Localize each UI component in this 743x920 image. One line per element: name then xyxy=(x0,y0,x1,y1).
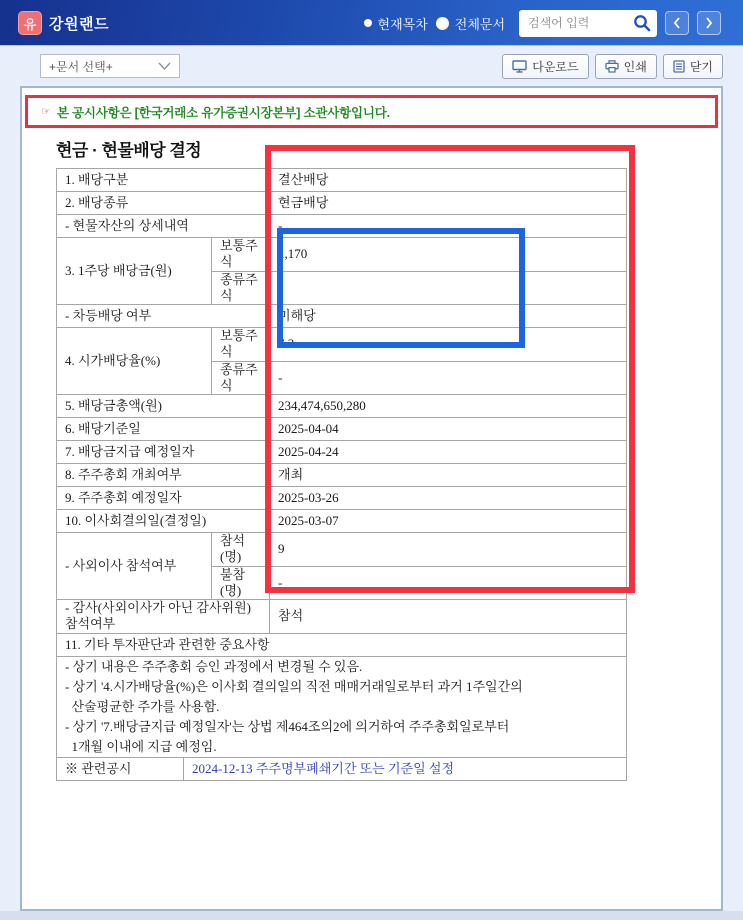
document-select-value: +문서 선택+ xyxy=(49,59,113,74)
document-panel xyxy=(20,86,723,911)
chevron-left-icon xyxy=(673,17,681,29)
row-value: - xyxy=(270,215,627,238)
radio-current-toc-label: 현재목차 xyxy=(377,16,428,32)
table-row xyxy=(57,238,627,272)
chevron-right-icon xyxy=(705,17,713,29)
row-value: 2025-03-07 xyxy=(270,510,627,533)
note-line: - 상기 '7.배당금지급 예정일자'는 상법 제464조의2에 의거하여 주주총회일로부터 xyxy=(65,719,510,734)
table-row xyxy=(57,464,627,487)
radio-current-toc[interactable] xyxy=(364,14,428,33)
row-sublabel: 보통주식 xyxy=(212,238,270,272)
search-icon[interactable] xyxy=(633,14,651,32)
radio-unselected-icon[interactable] xyxy=(436,17,449,30)
row-label: 9. 주주총회 예정일자 xyxy=(57,487,270,510)
row-sublabel: 종류주식 xyxy=(212,271,270,305)
dividend-table xyxy=(56,168,627,634)
toolbar-buttons xyxy=(502,54,723,79)
row-label: 10. 이사회결의일(결정일) xyxy=(57,510,270,533)
etc-header-cell: 11. 기타 투자판단과 관련한 중요사항 xyxy=(57,634,627,657)
search-input[interactable] xyxy=(528,16,633,30)
jurisdiction-notice xyxy=(25,95,718,128)
radio-whole-document[interactable] xyxy=(436,14,505,33)
row-label: 8. 주주총회 개최여부 xyxy=(57,464,270,487)
row-label: 6. 배당기준일 xyxy=(57,418,270,441)
prev-button[interactable] xyxy=(665,11,689,35)
row-label: - 사외이사 참석여부 xyxy=(57,533,212,600)
table-row xyxy=(57,328,627,362)
notes-table xyxy=(56,633,627,781)
row-label: - 차등배당 여부 xyxy=(57,305,270,328)
row-value: 참석 xyxy=(270,600,627,634)
note-line: - 상기 '4.시가배당율(%)은 이사회 결의일의 직전 매매거래일로부터 과거 1주일간의 xyxy=(65,679,523,694)
notes-cell xyxy=(57,657,627,758)
company-name: 강원랜드 xyxy=(49,15,109,33)
row-value: - xyxy=(270,566,627,600)
row-value: 9 xyxy=(270,533,627,567)
row-label: 3. 1주당 배당금(원) xyxy=(57,238,212,305)
toolbar xyxy=(0,46,743,86)
table-row xyxy=(57,418,627,441)
table-row xyxy=(57,600,627,634)
download-button-label: 다운로드 xyxy=(532,59,579,74)
close-button-label: 닫기 xyxy=(689,59,713,74)
row-label: 5. 배당금총액(원) xyxy=(57,395,270,418)
row-value: 결산배당 xyxy=(270,169,627,192)
row-sublabel: 참석(명) xyxy=(212,533,270,567)
row-label: 2. 배당종류 xyxy=(57,192,270,215)
row-label: 7. 배당금지급 예정일자 xyxy=(57,441,270,464)
company-logo: 유 xyxy=(18,11,42,35)
download-button[interactable] xyxy=(502,54,588,79)
row-value: 개최 xyxy=(270,464,627,487)
row-value: 2025-04-04 xyxy=(270,418,627,441)
print-button-label: 인쇄 xyxy=(623,59,647,74)
table-row xyxy=(57,510,627,533)
monitor-icon xyxy=(512,60,527,73)
row-label: - 현물자산의 상세내역 xyxy=(57,215,270,238)
table-row xyxy=(57,305,627,328)
print-button[interactable] xyxy=(595,54,657,79)
row-label: 4. 시가배당율(%) xyxy=(57,328,212,395)
footer-strip xyxy=(0,911,743,920)
row-value: 미해당 xyxy=(270,305,627,328)
table-row xyxy=(57,533,627,567)
note-line: 산술평균한 주가를 사용함. xyxy=(65,699,220,714)
table-row xyxy=(57,215,627,238)
radio-selected-icon[interactable] xyxy=(364,19,372,27)
note-line: - 상기 내용은 주주총회 승인 과정에서 변경될 수 있음. xyxy=(65,659,363,674)
related-disclosure-link[interactable]: 2024-12-13 주주명부폐쇄기간 또는 기준일 설정 xyxy=(192,760,455,776)
row-label: - 감사(사외이사가 아닌 감사위원) 참석여부 xyxy=(57,600,270,634)
row-value: 7.3 xyxy=(270,328,627,362)
row-sublabel: 종류주식 xyxy=(212,361,270,395)
header-controls xyxy=(364,0,721,46)
document-title: 현금 · 현물배당 결정 xyxy=(56,141,202,160)
printer-icon xyxy=(605,60,619,73)
next-button[interactable] xyxy=(697,11,721,35)
radio-whole-document-label: 전체문서 xyxy=(454,16,505,32)
note-line: 1개월 이내에 지급 예정임. xyxy=(65,739,217,754)
document-select-dropdown[interactable] xyxy=(40,54,180,78)
chevron-down-icon xyxy=(158,62,171,70)
row-label: 1. 배당구분 xyxy=(57,169,270,192)
row-value: - xyxy=(270,361,627,395)
row-sublabel: 보통주식 xyxy=(212,328,270,362)
close-button[interactable] xyxy=(663,54,723,79)
row-value: 2025-03-26 xyxy=(270,487,627,510)
related-disclosure-label: ※ 관련공시 xyxy=(57,758,184,781)
table-row xyxy=(57,487,627,510)
row-value: 1,170 xyxy=(270,238,627,272)
search-box xyxy=(519,10,657,37)
row-value: 234,474,650,280 xyxy=(270,395,627,418)
row-value: 현금배당 xyxy=(270,192,627,215)
table-row xyxy=(57,169,627,192)
row-value: - xyxy=(270,271,627,305)
row-sublabel: 불참(명) xyxy=(212,566,270,600)
jurisdiction-notice-text: 본 공시사항은 [한국거래소 유가증권시장본부] 소관사항입니다. xyxy=(56,105,390,120)
table-row xyxy=(57,192,627,215)
document-icon xyxy=(673,60,685,73)
row-value: 2025-04-24 xyxy=(270,441,627,464)
table-row xyxy=(57,441,627,464)
table-row xyxy=(57,395,627,418)
pointer-hand-icon: ☞ xyxy=(41,106,51,118)
app-header xyxy=(0,0,743,46)
